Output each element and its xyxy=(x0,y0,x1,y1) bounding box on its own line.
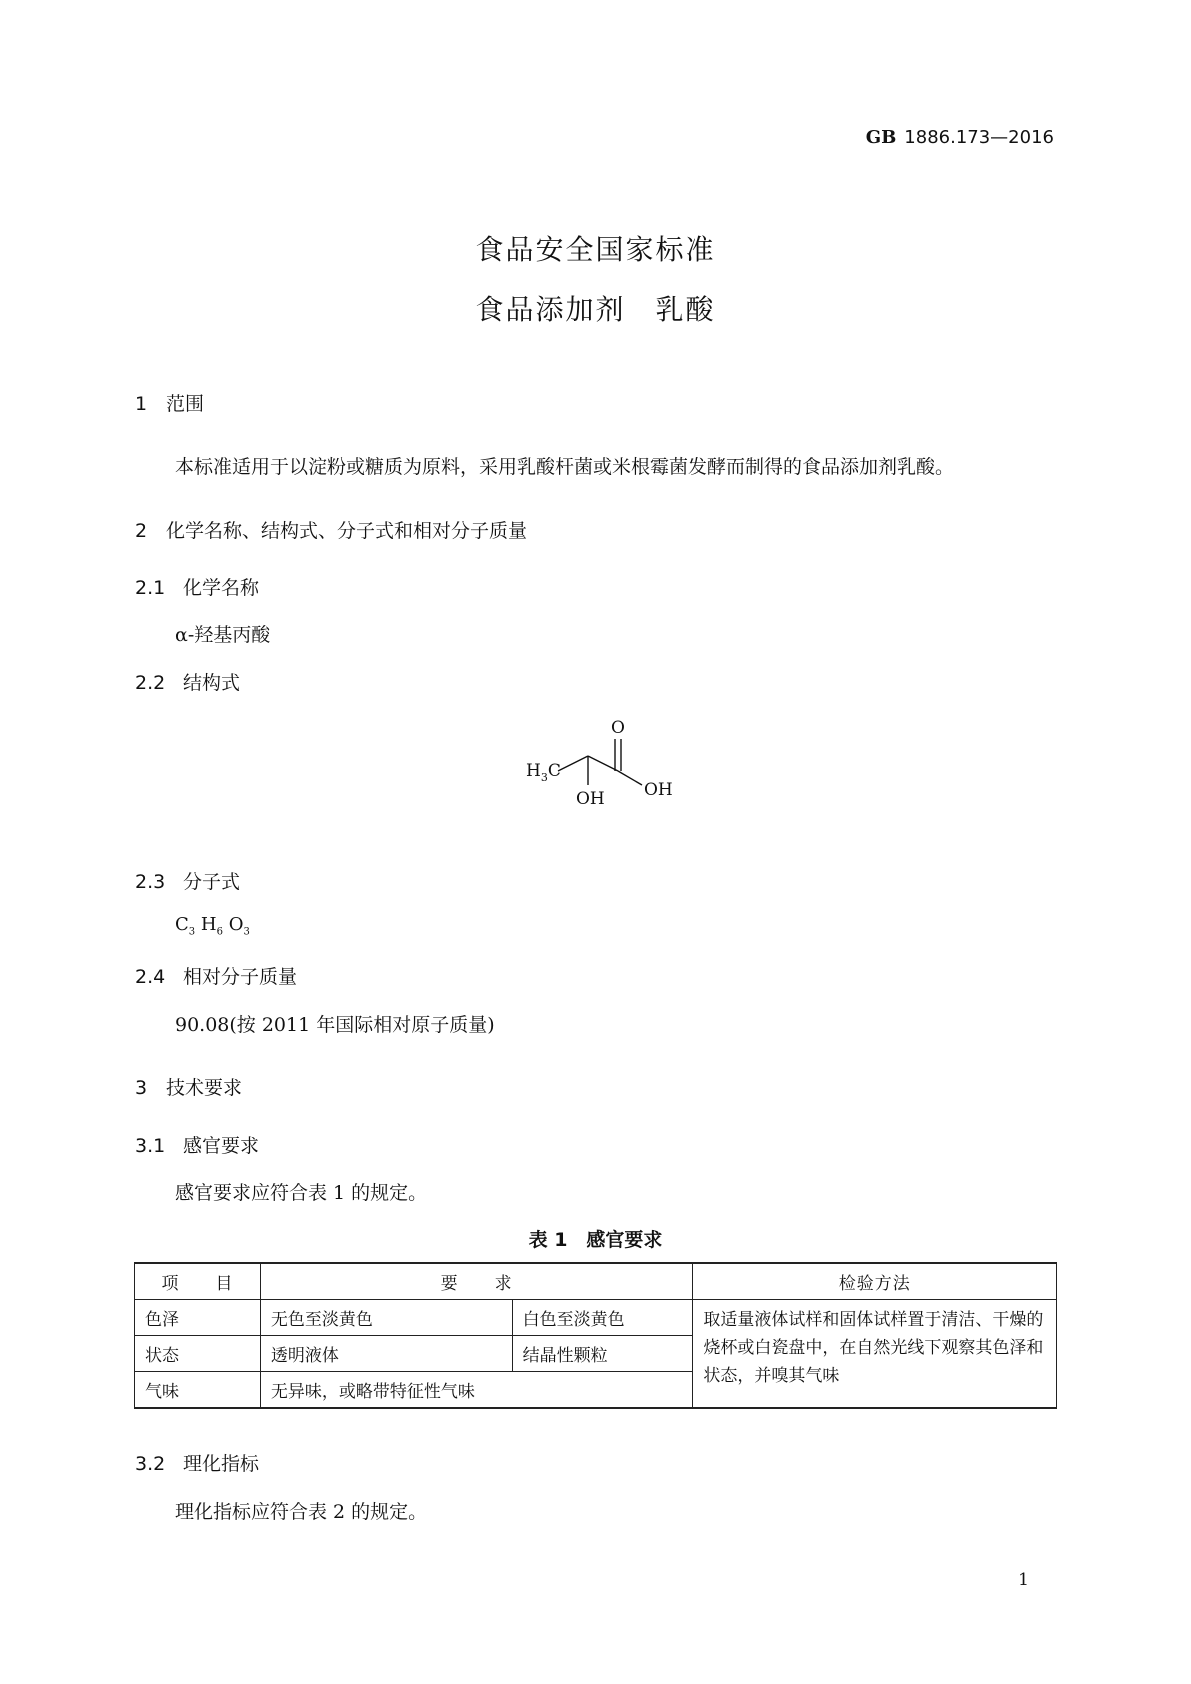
standard-code-number: 1886.173—2016 xyxy=(904,127,1054,148)
section-heading-2-4: 2.4 相对分子质量 xyxy=(135,966,298,988)
section-heading-3: 3 技术要求 xyxy=(135,1077,243,1099)
molecular-weight: 90.08(按 2011 年国际相对原子质量) xyxy=(175,1014,495,1036)
row-item: 气味 xyxy=(135,1372,261,1409)
document-title: 食品安全国家标准 xyxy=(475,233,716,266)
section-heading-3-2: 3.2 理化指标 xyxy=(135,1453,260,1475)
standard-code xyxy=(866,127,1054,148)
bond-carboxyl xyxy=(588,756,618,771)
sensory-requirements-table xyxy=(134,1262,1057,1409)
section-heading-2-2: 2.2 结构式 xyxy=(135,672,241,694)
section-heading-1: 1 范围 xyxy=(135,393,205,415)
header-requirement: 要 求 xyxy=(260,1263,692,1300)
section-1-text: 本标准适用于以淀粉或糖质为原料，采用乳酸杆菌或米根霉菌发酵而制得的食品添加剂乳酸。 xyxy=(175,456,955,478)
page-number: 1 xyxy=(1018,1570,1029,1590)
methyl-group: $H_3C$ xyxy=(526,761,561,784)
hydroxyl-bottom: OH xyxy=(576,789,605,809)
row-solid-requirement: 结晶性颗粒 xyxy=(512,1336,693,1372)
chemical-name: α-羟基丙酸 xyxy=(175,624,271,646)
row-item: 色泽 xyxy=(135,1300,261,1336)
section-3-1-text: 感官要求应符合表 1 的规定。 xyxy=(175,1182,428,1204)
standard-code-prefix: GB xyxy=(865,127,897,148)
inspection-method: 取适量液体试样和固体试样置于清洁、干燥的烧杯或白瓷盘中，在自然光线下观察其色泽和状态，并嗅其气味 xyxy=(693,1300,1057,1409)
section-heading-3-1: 3.1 感官要求 xyxy=(135,1135,260,1157)
row-solid-requirement: 白色至淡黄色 xyxy=(512,1300,693,1336)
molecular-formula: $C_3$ $H_6$ $O_3$ xyxy=(175,914,250,938)
section-heading-2-3: 2.3 分子式 xyxy=(135,871,241,893)
section-heading-2: 2 化学名称、结构式、分子式和相对分子质量 xyxy=(135,520,528,542)
section-3-2-text: 理化指标应符合表 2 的规定。 xyxy=(175,1501,428,1523)
document-subtitle: 食品添加剂 乳酸 xyxy=(475,293,716,326)
bond-hydroxyl-right xyxy=(618,771,642,785)
section-heading-2-1: 2.1 化学名称 xyxy=(135,577,260,599)
row-item: 状态 xyxy=(135,1336,261,1372)
carbonyl-oxygen: O xyxy=(611,718,625,738)
table-header-row xyxy=(135,1263,1057,1300)
structural-formula xyxy=(520,715,690,845)
row-liquid-requirement: 透明液体 xyxy=(260,1336,512,1372)
table-row xyxy=(135,1300,1057,1336)
hydroxyl-right: OH xyxy=(644,780,673,800)
row-merged-requirement: 无异味，或略带特征性气味 xyxy=(260,1372,692,1409)
bond-methyl xyxy=(558,756,588,771)
header-item: 项 目 xyxy=(135,1263,261,1300)
header-method: 检验方法 xyxy=(693,1263,1057,1300)
table-1-caption: 表 1 感官要求 xyxy=(528,1229,663,1251)
row-liquid-requirement: 无色至淡黄色 xyxy=(260,1300,512,1336)
